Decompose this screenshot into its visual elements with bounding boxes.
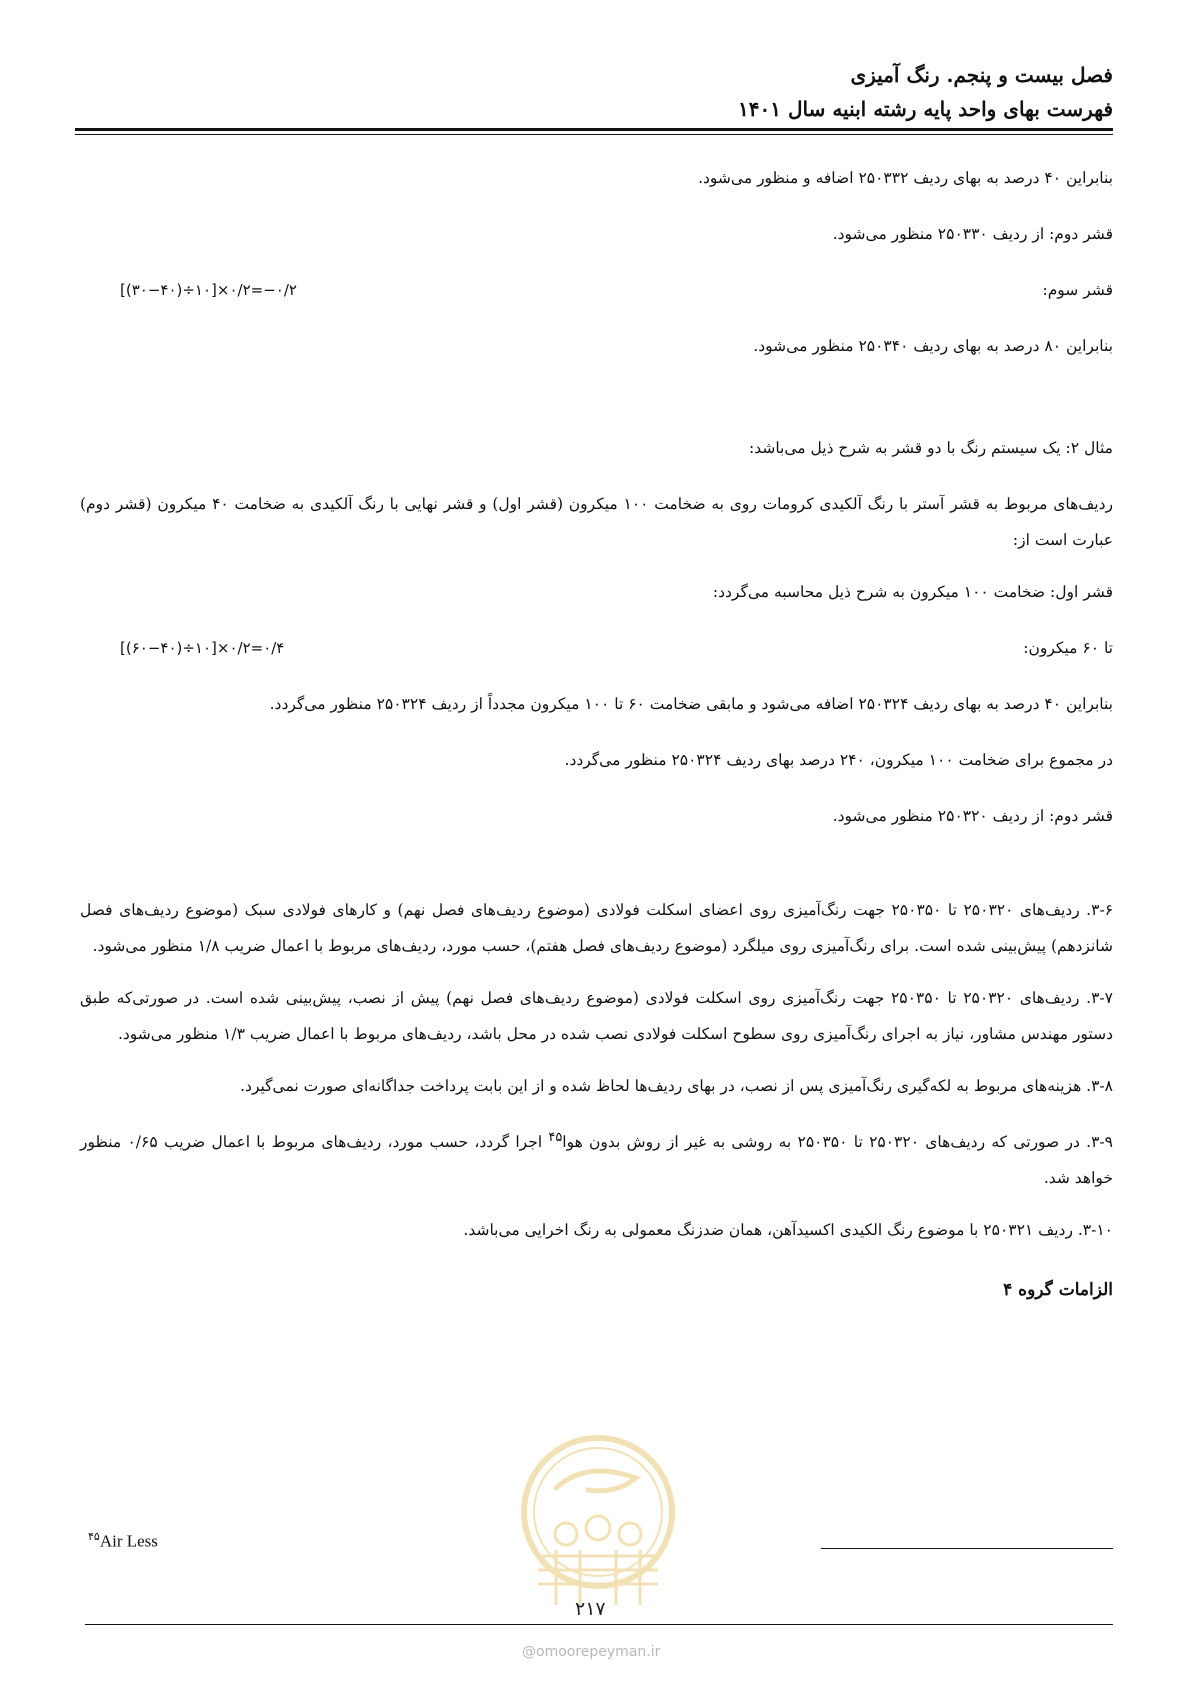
paragraph: قشر دوم: از ردیف ۲۵۰۳۳۰ منظور می‌شود. (832, 225, 1113, 243)
footnote-rule (821, 1548, 1113, 1549)
price-list-title: فهرست بهای واحد پایه رشته ابنیه سال ۱۴۰۱ (738, 97, 1113, 121)
clause-3-8: ۳-۸. هزینه‌های مربوط به لکه‌گیری رنگ‌آمیزی پس از نصب، در بهای ردیف‌ها لحاظ شده و از این بابت پرداخت جداگانه‌ای صورت نمی‌گیرد. (240, 1077, 1113, 1095)
footnote-ref: ۴۵ (548, 1130, 563, 1145)
page-number: ۲۱۷ (575, 1598, 606, 1620)
clause-3-9 (80, 1120, 1113, 1196)
formula-label: تا ۶۰ میکرون: (1023, 639, 1113, 657)
clause-text: ۳-۹. در صورتی که ردیف‌های ۲۵۰۳۲۰ تا ۲۵۰۳۵۰ به روشی به غیر از روش بدون هوا (562, 1133, 1113, 1152)
header-rule-thick (75, 128, 1113, 131)
header-rule-thin (75, 134, 1113, 135)
page-header (738, 58, 1113, 126)
paragraph: بنابراین ۴۰ درصد به بهای ردیف ۲۵۰۳۳۲ اضافه و منظور می‌شود. (698, 169, 1113, 187)
formula: [(۳۰−۴۰)÷۱۰]×۰/۲=−۰/۲ (120, 281, 297, 299)
section-heading: الزامات گروه ۴ (1003, 1280, 1113, 1301)
clause-3-6: ۳-۶. ردیف‌های ۲۵۰۳۲۰ تا ۲۵۰۳۵۰ جهت رنگ‌آمیزی روی اعضای اسکلت فولادی (موضوع ردیف‌های فصل نهم) و کارهای فولادی سبک (موضوع ردیف‌های فصل شانزدهم) پیش‌بینی شده است. برای رنگ‌آمیزی روی میلگرد (موضوع ردیف‌های فصل هفتم)، حسب مورد، ردیف‌های مربوط با اعمال ضریب ۱/۸ منظور می‌شود. (80, 901, 1114, 955)
paragraph: بنابراین ۴۰ درصد به بهای ردیف ۲۵۰۳۲۴ اضافه می‌شود و مابقی ضخامت ۶۰ تا ۱۰۰ میکرون مجدداً از ردیف ۲۵۰۳۲۴ منظور می‌گردد. (269, 695, 1113, 713)
paragraph: ردیف‌های مربوط به قشر آستر با رنگ آلکیدی کرومات روی به ضخامت ۱۰۰ میکرون (قشر اول) و قشر نهایی با رنگ آلکیدی به ضخامت ۴۰ میکرون (قشر دوم) عبارت است از: (80, 495, 1113, 549)
formula-row (80, 272, 1113, 308)
clause-3-7: ۳-۷. ردیف‌های ۲۵۰۳۲۰ تا ۲۵۰۳۵۰ جهت رنگ‌آمیزی روی اسکلت فولادی (موضوع ردیف‌های فصل نهم) پیش از نصب، پیش‌بینی شده است. در صورتی‌که طبق دستور مهندس مشاور، نیاز به اجرای رنگ‌آمیزی روی سطوح اسکلت فولادی نصب شده در محل باشد، ردیف‌های مربوط با اعمال ضریب ۱/۳ منظور می‌شود. (80, 989, 1113, 1043)
paragraph: در مجموع برای ضخامت ۱۰۰ میکرون، ۲۴۰ درصد بهای ردیف ۲۵۰۳۲۴ منظور می‌گردد. (564, 751, 1113, 769)
formula-label: قشر سوم: (1042, 281, 1113, 299)
footnote-marker: ۴۵ (88, 1531, 100, 1543)
paragraph: بنابراین ۸۰ درصد به بهای ردیف ۲۵۰۳۴۰ منظور می‌شود. (753, 337, 1113, 355)
formula: [(۶۰−۴۰)÷۱۰]×۰/۲=۰/۴ (120, 639, 285, 657)
paragraph: قشر دوم: از ردیف ۲۵۰۳۲۰ منظور می‌شود. (832, 807, 1113, 825)
paragraph: مثال ۲: یک سیستم رنگ با دو قشر به شرح ذیل می‌باشد: (748, 439, 1113, 457)
formula-row (80, 630, 1113, 666)
paragraph: قشر اول: ضخامت ۱۰۰ میکرون به شرح ذیل محاسبه می‌گردد: (712, 583, 1113, 601)
clause-3-10: ۳-۱۰. ردیف ۲۵۰۳۲۱ با موضوع رنگ الکیدی اکسیدآهن، همان ضدزنگ معمولی به رنگ اخرایی می‌باشد. (463, 1221, 1113, 1240)
watermark-url: @omoorepeyman.ir (522, 1644, 661, 1660)
footnote-text: Air Less (99, 1531, 158, 1551)
clause-text: اجرا گردد، حسب مورد، ردیف‌های مربوط با اعمال ضریب ۰/۶۵ منظور خواهد شد. (80, 1133, 1113, 1188)
body-content (80, 160, 1113, 1308)
footer-rule (85, 1624, 1113, 1625)
footnote (88, 1530, 158, 1552)
chapter-title: فصل بیست و پنجم. رنگ آمیزی (850, 63, 1113, 87)
